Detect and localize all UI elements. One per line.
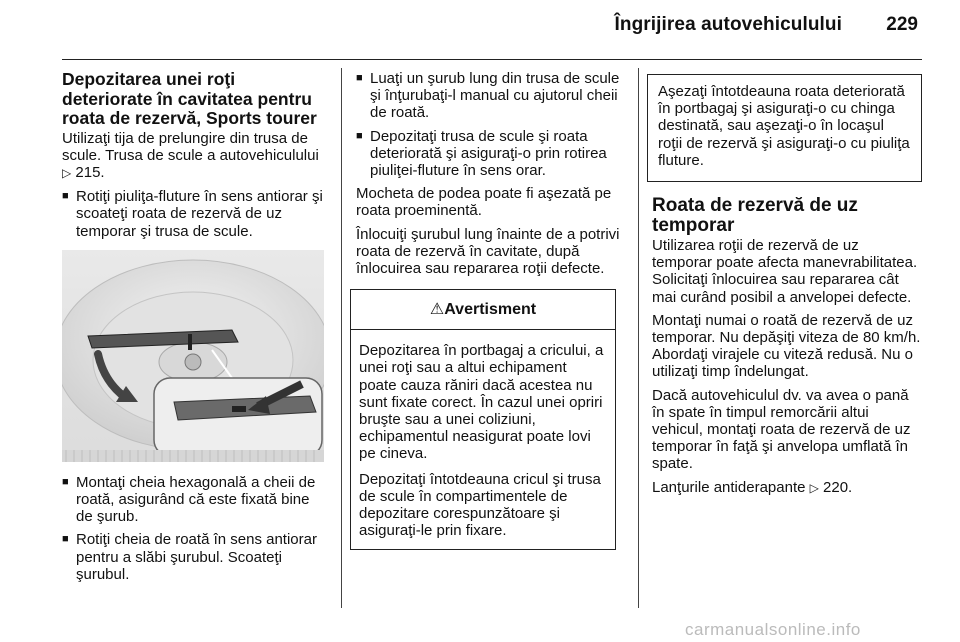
- section-title: Îngrijirea autovehiculului: [614, 14, 842, 35]
- column-1: [62, 70, 324, 589]
- paragraph: Dacă autovehiculul dv. va avea o pană în spate în timpul remorcării altui vehicul, montaţi roata de rezervă de uz temporar în faţă şi anvelopa umflată în spate.: [652, 386, 911, 473]
- section-heading: Depozitarea unei roţi deteriorate în cavitatea pentru roata de rezervă, Sports tourer: [62, 69, 317, 128]
- warning-body: [351, 330, 615, 549]
- bullet-item: ■ Rotiţi piuliţa-fluture în sens antiorar şi scoateţi roata de rezervă de uz temporar şi trusa de scule.: [62, 188, 324, 240]
- page-number: 229: [886, 14, 918, 35]
- column-3: [652, 70, 922, 503]
- warning-box: [350, 289, 616, 550]
- page-header: [62, 0, 922, 60]
- paragraph-text: Lanţurile antiderapante: [652, 478, 806, 496]
- page-reference-link[interactable]: 220.: [823, 478, 853, 496]
- intro-text: Utilizaţi tija de prelungire din trusa de scule. Trusa de scule a autovehiculului: [62, 129, 319, 164]
- column-divider: [341, 68, 342, 608]
- intro-paragraph: [62, 130, 324, 183]
- bullet-item: ■ Luaţi un şurub lung din trusa de scule şi înţurubaţi-l manual cu ajutorul cheii de roată.: [356, 70, 626, 122]
- paragraph: Montaţi numai o roată de rezervă de uz temporar. Nu depăşiţi viteza de 80 km/h. Abordaţi virajele cu viteză redusă. Nu o utilizaţi timp îndelungat.: [652, 311, 921, 381]
- paragraph: Înlocuiţi şurubul lung înainte de a potrivi roata de rezervă în cavitate, după înlocuirea sau repararea roţii defecte.: [356, 225, 620, 278]
- page-reference-link[interactable]: 215.: [75, 163, 105, 181]
- spare-wheel-well-illustration: [62, 250, 324, 462]
- warning-triangle-icon: ⚠: [429, 301, 445, 319]
- paragraph: Utilizarea roţii de rezervă de uz temporar poate afecta manevrabilitatea. Solicitaţi înlocuirea sau repararea cât mai curând posibil a anvelopei defecte.: [652, 237, 918, 306]
- warning-paragraph: Depozitarea în portbagaj a cricului, a unei roţi sau a altui echipament poate cauza răniri dacă acestea nu sunt fixate corect. În cazul unei opriri bruşte sau a unei coliziuni, echipamentul neasigurat poate lovi pe cineva.: [359, 342, 604, 463]
- note-box: [647, 74, 922, 182]
- triangle-right-icon: ▷: [809, 480, 819, 495]
- warning-paragraph: Depozitaţi întotdeauna cricul şi trusa de scule în compartimentele de depozitare corespunzătoare şi asiguraţi-le prin fixare.: [359, 470, 601, 540]
- warning-header: [351, 290, 615, 330]
- watermark: carmanualsonline.info: [685, 620, 861, 639]
- column-2: [356, 70, 626, 550]
- bolt-removal-figure: [62, 250, 324, 462]
- warning-title: Avertisment: [444, 301, 537, 319]
- bullet-item: ■ Depozitaţi trusa de scule şi roata deteriorată şi asiguraţi-o prin rotirea piuliţei-fluture în sens orar.: [356, 128, 626, 180]
- section-heading: Roata de rezervă de uz temporar: [652, 195, 858, 237]
- bullet-item: ■ Montaţi cheia hexagonală a cheii de roată, asigurând că este fixată bine de şurub.: [62, 474, 324, 526]
- bullet-item: ■ Rotiţi cheia de roată în sens antiorar pentru a slăbi şurubul. Scoateţi şurubul.: [62, 531, 324, 583]
- column-divider: [638, 68, 639, 608]
- triangle-right-icon: ▷: [62, 165, 72, 180]
- paragraph: [652, 479, 922, 497]
- note-text: Aşezaţi întotdeauna roata deteriorată în portbagaj şi asiguraţi-o cu chinga destinată, sau aşezaţi-o în locaşul roţii de rezervă şi asiguraţi-o cu piuliţa fluture.: [658, 83, 910, 169]
- paragraph: Mocheta de podea poate fi aşezată pe roata proeminentă.: [356, 185, 612, 220]
